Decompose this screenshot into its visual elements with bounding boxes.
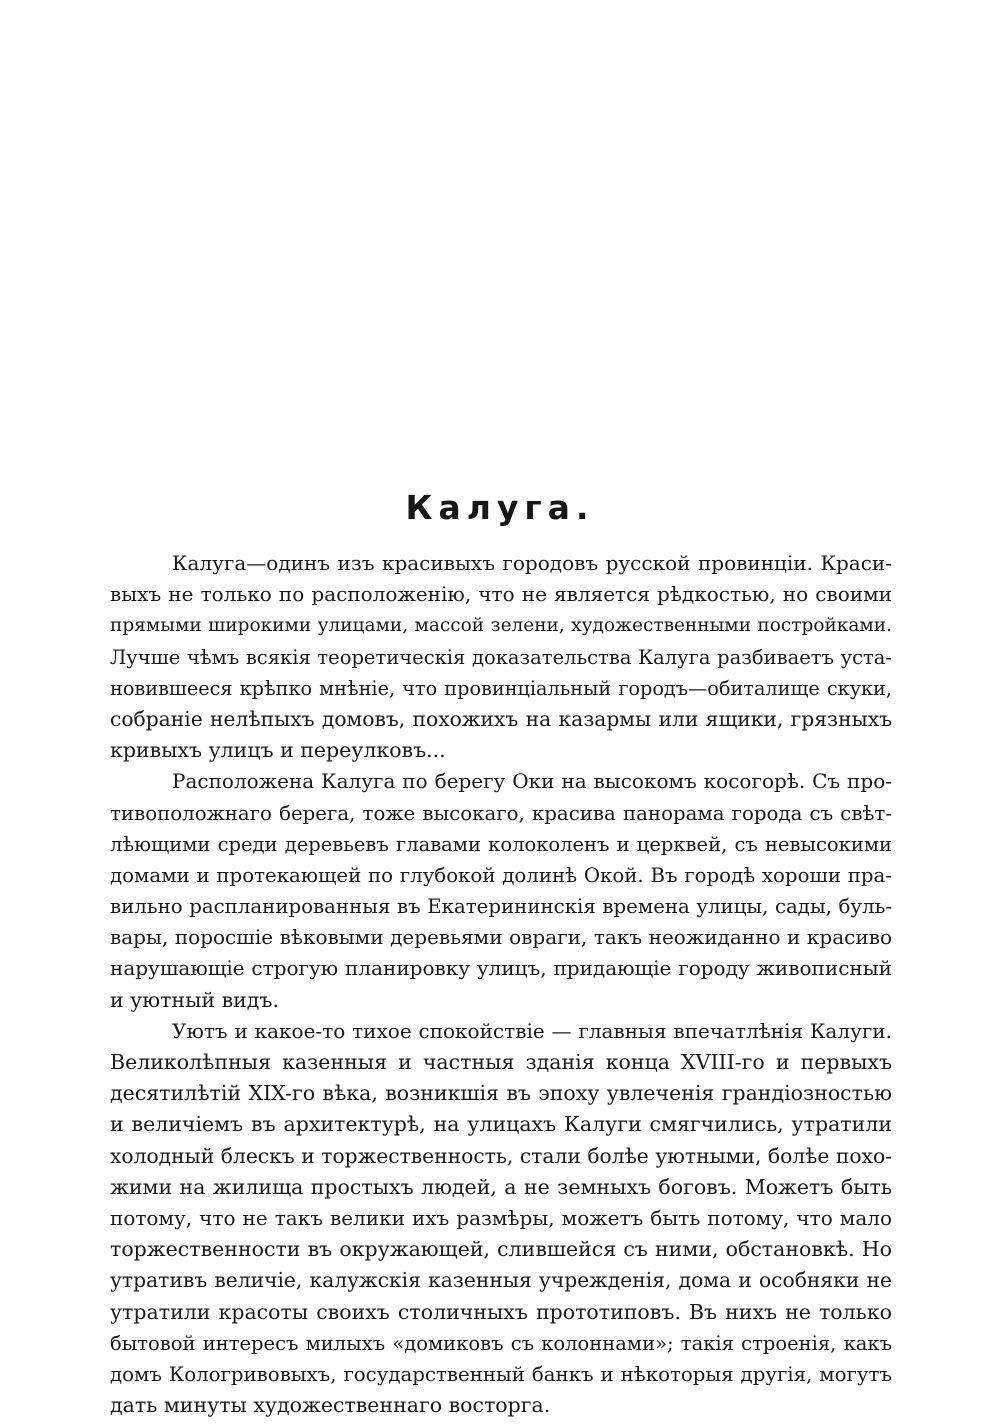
paragraph [110,548,892,766]
text-line: прямыми широкими улицами, массой зелени, художественными постройками. [110,615,892,637]
text-line: Уютъ и какое-то тихое спокойствіе — главныя впечатлѣнія Калуги. [172,1018,892,1043]
text-line: десятилѣтій XIX-го вѣка, возникшія въ эпоху увлеченія грандіозностью [110,1081,892,1106]
text-line: бытовой интересъ милыхъ «домиковъ съ колоннами»; такія строенія, какъ [110,1331,892,1355]
text-line: торжественности въ окружающей, слившейся съ ними, обстановкѣ. Но [110,1237,892,1262]
text-line: вильно распланированныя въ Екатерининскія времена улицы, сады, буль- [110,895,892,919]
text-line: дать минуты художественнаго восторга. [110,1393,551,1418]
text-line: домами и протекающей по глубокой долинѣ Окой. Въ городѣ хороши пра- [110,863,892,887]
text-line: собраніе нелѣпыхъ домовъ, похожихъ на казармы или ящики, грязныхъ [110,706,892,731]
text-line: кривыхъ улицъ и переулковъ... [110,738,446,763]
page-title: Калуга. [405,488,595,527]
text-line: утративъ величіе, калужскія казенныя учрежденія, дома и особняки не [110,1268,892,1293]
text-line: лѣющими среди деревьевъ главами колоколенъ и церквей, съ невысокими [110,832,892,856]
text-line: потому, что не такъ велики ихъ размѣры, можетъ быть потому, что мало [110,1205,892,1230]
text-line: нарушающіе строгую планировку улицъ, придающіе городу живописный [110,956,892,981]
text-line: выхъ не только по расположенію, что не является рѣдкостью, но своими [110,582,892,607]
text-line: новившееся крѣпко мнѣніе, что провинціальный городъ—обиталище скуки, [110,676,892,700]
text-line: тивоположнаго берега, тоже высокаго, красива панорама города съ свѣт- [110,801,892,825]
text-line: Великолѣпныя казенныя и частныя зданія конца XVIII-го и первыхъ [110,1050,892,1074]
text-line: утратили красоты своихъ столичныхъ прототиповъ. Въ нихъ не только [110,1299,892,1324]
text-line: холодный блескъ и торжественность, стали болѣе уютными, болѣе похо- [110,1143,892,1168]
text-line: домъ Кологривовыхъ, государственный банкъ и нѣкоторыя другія, могутъ [110,1362,892,1386]
text-line: и величіемъ въ архитектурѣ, на улицахъ Калуги смягчились, утратили [110,1112,892,1137]
text-line: Расположена Калуга по берегу Оки на высокомъ косогорѣ. Съ про- [172,769,892,794]
text-line: Лучше чѣмъ всякія теоретическія доказательства Калуга разбиваетъ уста- [110,645,892,669]
paragraph [110,1016,892,1421]
text-line: и уютный видъ. [110,987,279,1012]
text-line: жими на жилища простыхъ людей, а не земныхъ боговъ. Можетъ быть [110,1174,892,1199]
body-text [110,548,892,1421]
text-line: вары, поросшіе вѣковыми деревьями овраги, такъ неожиданно и красиво [110,925,892,950]
text-line: Калуга—одинъ изъ красивыхъ городовъ русской провинціи. Краси- [172,551,892,575]
paragraph [110,766,892,1016]
